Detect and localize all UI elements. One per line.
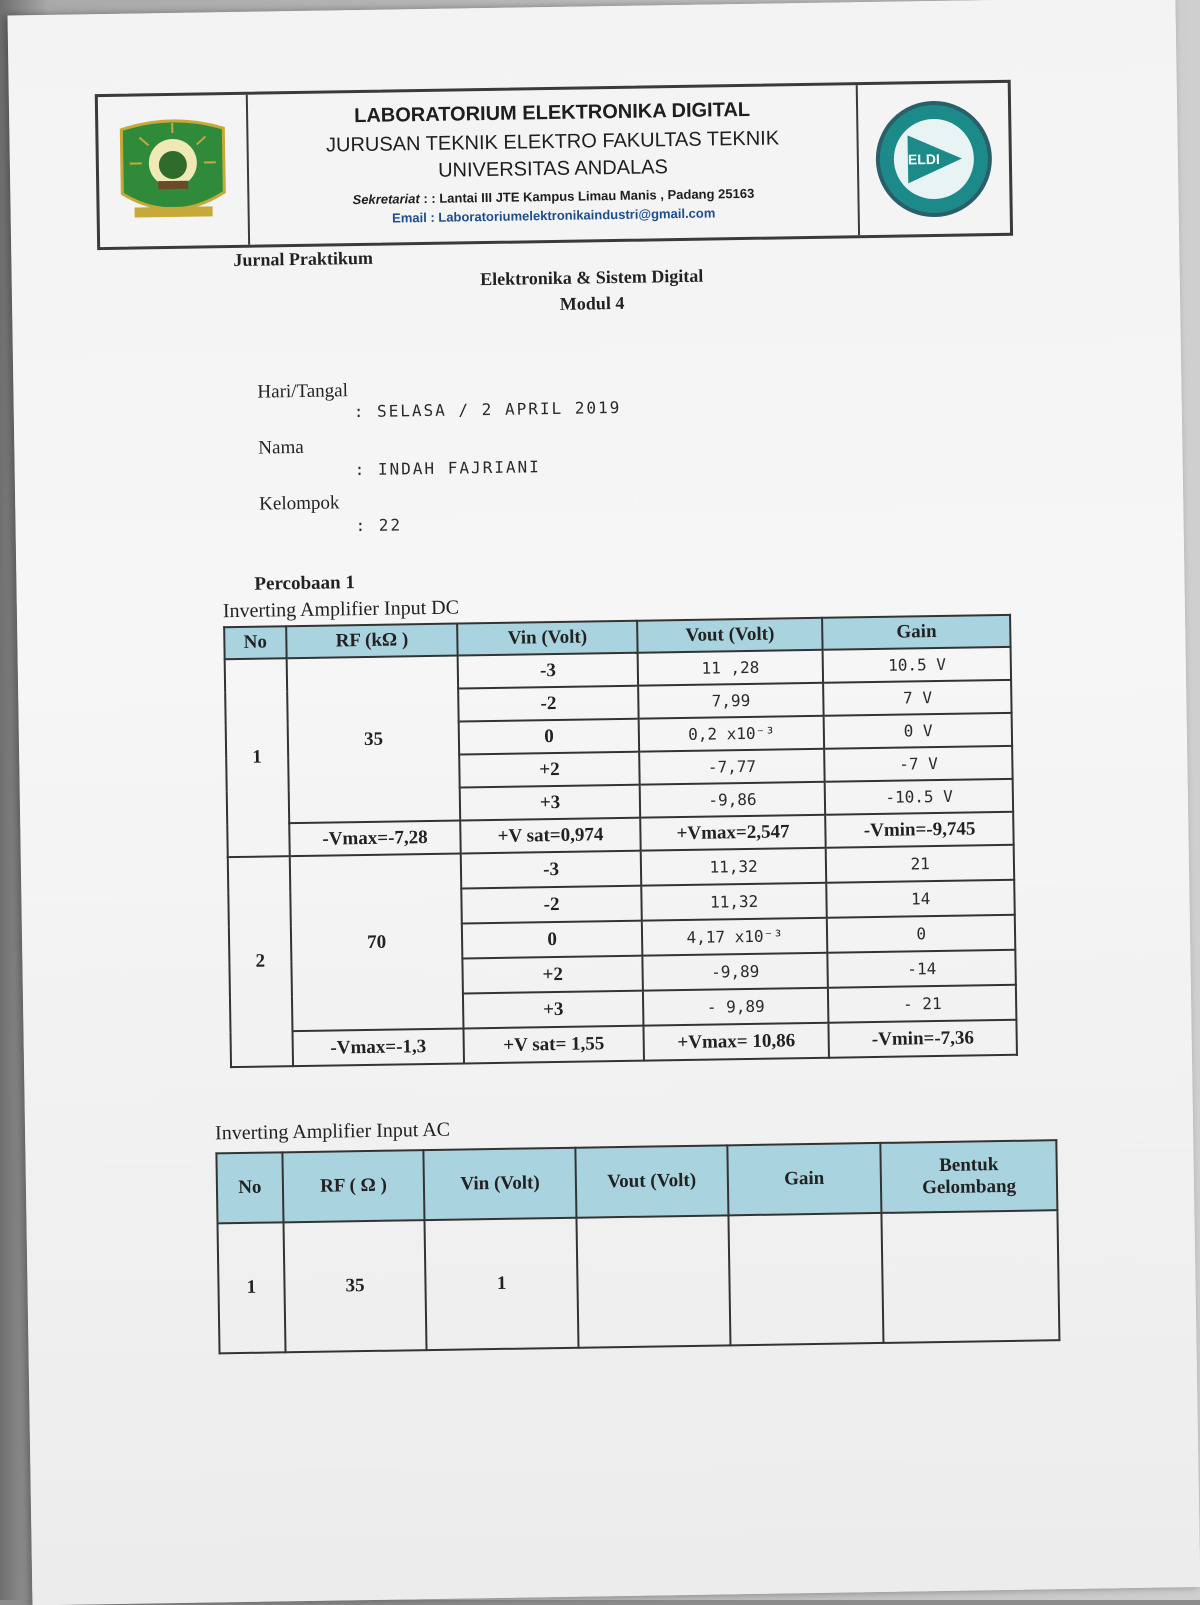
vout-cell: - 9,89 bbox=[643, 988, 829, 1026]
ac-rf-cell: 35 bbox=[283, 1220, 427, 1352]
ac-header-vin: Vin (Volt) bbox=[424, 1148, 577, 1220]
address-text: : : Lantai III JTE Kampus Limau Manis , Padang 25163 bbox=[423, 186, 754, 206]
gain-cell: 7 V bbox=[823, 680, 1011, 716]
group-rf: 70 bbox=[290, 854, 464, 1032]
vout-cell: 11,32 bbox=[641, 883, 827, 921]
university-emblem-icon bbox=[113, 114, 233, 228]
table-row bbox=[218, 1210, 1060, 1353]
vout-cell: 11,32 bbox=[641, 848, 827, 886]
vin-cell: +3 bbox=[460, 785, 640, 821]
gain-cell: 0 V bbox=[824, 713, 1012, 749]
vout-cell: -9,86 bbox=[639, 782, 825, 818]
ac-gain-cell bbox=[728, 1213, 884, 1345]
name-label: Nama bbox=[258, 437, 304, 460]
left-logo bbox=[98, 95, 250, 247]
ac-vin-cell: 1 bbox=[425, 1218, 579, 1350]
dc-header-vout: Vout (Volt) bbox=[637, 618, 823, 653]
dc-header-vin: Vin (Volt) bbox=[457, 621, 637, 656]
vmax-pos-cell: +Vmax= 10,86 bbox=[643, 1023, 829, 1061]
dc-header-rf: RF (kΩ ) bbox=[286, 624, 458, 659]
group-label: Kelompok bbox=[259, 492, 340, 515]
gain-cell: 14 bbox=[827, 880, 1015, 918]
university: UNIVERSITAS ANDALAS bbox=[249, 151, 857, 188]
vout-cell: 0,2 x10⁻³ bbox=[638, 716, 824, 752]
vin-cell: 0 bbox=[459, 719, 639, 755]
gain-cell: -7 V bbox=[825, 746, 1013, 782]
vout-cell: -9,89 bbox=[642, 953, 828, 991]
vout-cell: -7,77 bbox=[639, 749, 825, 785]
eldi-logo-text: ELDI bbox=[908, 151, 940, 167]
group-value: : 22 bbox=[355, 515, 402, 535]
vsat-cell: +V sat=0,974 bbox=[461, 818, 641, 854]
vsat-cell: +V sat= 1,55 bbox=[464, 1026, 644, 1064]
paper-sheet bbox=[8, 0, 1200, 1605]
address-label: Sekretariat bbox=[352, 191, 419, 207]
dc-header-gain: Gain bbox=[822, 615, 1010, 650]
ac-header-row bbox=[216, 1140, 1057, 1223]
vmin-cell: -Vmin=-7,36 bbox=[829, 1020, 1017, 1058]
ac-header-waveform: Bentuk Gelombang bbox=[880, 1140, 1057, 1213]
vmin-cell: -Vmin=-9,745 bbox=[826, 812, 1014, 848]
vout-cell: 11 ,28 bbox=[637, 650, 823, 686]
ac-header-no: No bbox=[216, 1152, 283, 1223]
vout-cell: 4,17 x10⁻³ bbox=[642, 918, 828, 956]
gain-cell: -14 bbox=[828, 950, 1016, 988]
gain-cell: 0 bbox=[827, 915, 1015, 953]
experiment-title: Percobaan 1 bbox=[254, 572, 355, 596]
ac-header-rf: RF ( Ω ) bbox=[282, 1150, 425, 1222]
gain-cell: 10.5 V bbox=[823, 647, 1011, 683]
vmax-neg-cell: -Vmax=-7,28 bbox=[289, 821, 461, 857]
vin-cell: -3 bbox=[461, 851, 641, 889]
vmax-pos-cell: +Vmax=2,547 bbox=[640, 815, 826, 851]
email: Email : Laboratoriumelektronikaindustri@gmail.com bbox=[250, 203, 858, 228]
dc-table bbox=[223, 614, 1018, 1068]
ac-table bbox=[215, 1139, 1060, 1354]
group-rf: 35 bbox=[286, 656, 460, 824]
vin-cell: +2 bbox=[460, 752, 640, 788]
eldi-logo-icon bbox=[871, 96, 997, 222]
journal-label: Jurnal Praktikum bbox=[233, 248, 373, 271]
ac-waveform-cell bbox=[882, 1210, 1060, 1343]
group-no: 2 bbox=[228, 856, 293, 1067]
vout-cell: 7,99 bbox=[638, 683, 824, 719]
vin-cell: -3 bbox=[458, 653, 638, 689]
ac-header-gain: Gain bbox=[727, 1143, 882, 1215]
gain-cell: 21 bbox=[826, 845, 1014, 883]
vin-cell: -2 bbox=[459, 686, 639, 722]
name-value: : INDAH FAJRIANI bbox=[355, 457, 541, 479]
ac-header-vout: Vout (Volt) bbox=[575, 1145, 728, 1217]
vin-cell: +2 bbox=[463, 956, 643, 994]
letterhead-text bbox=[248, 85, 858, 245]
vin-cell: 0 bbox=[462, 921, 642, 959]
course-heading bbox=[392, 261, 793, 319]
ac-no-cell: 1 bbox=[218, 1222, 286, 1353]
dc-header-no: No bbox=[224, 626, 286, 659]
gain-cell: - 21 bbox=[828, 985, 1016, 1023]
group-no: 1 bbox=[225, 658, 290, 857]
day-value: : SELASA / 2 APRIL 2019 bbox=[354, 398, 622, 421]
vin-cell: +3 bbox=[463, 991, 643, 1029]
right-logo bbox=[856, 83, 1010, 235]
dc-table-caption: Inverting Amplifier Input DC bbox=[223, 597, 459, 624]
letterhead bbox=[95, 80, 1013, 250]
department: JURUSAN TEKNIK ELEKTRO FAKULTAS TEKNIK bbox=[248, 124, 856, 161]
course-title: Elektronika & Sistem Digital bbox=[392, 261, 792, 293]
gain-cell: -10.5 V bbox=[825, 779, 1013, 815]
ac-vout-cell bbox=[576, 1215, 730, 1347]
vmax-neg-cell: -Vmax=-1,3 bbox=[292, 1028, 464, 1066]
day-label: Hari/Tangal bbox=[257, 380, 348, 403]
lab-name: LABORATORIUM ELEKTRONIKA DIGITAL bbox=[248, 97, 856, 130]
module-title: Modul 4 bbox=[392, 287, 792, 319]
ac-table-caption: Inverting Amplifier Input AC bbox=[215, 1119, 450, 1146]
vin-cell: -2 bbox=[462, 886, 642, 924]
